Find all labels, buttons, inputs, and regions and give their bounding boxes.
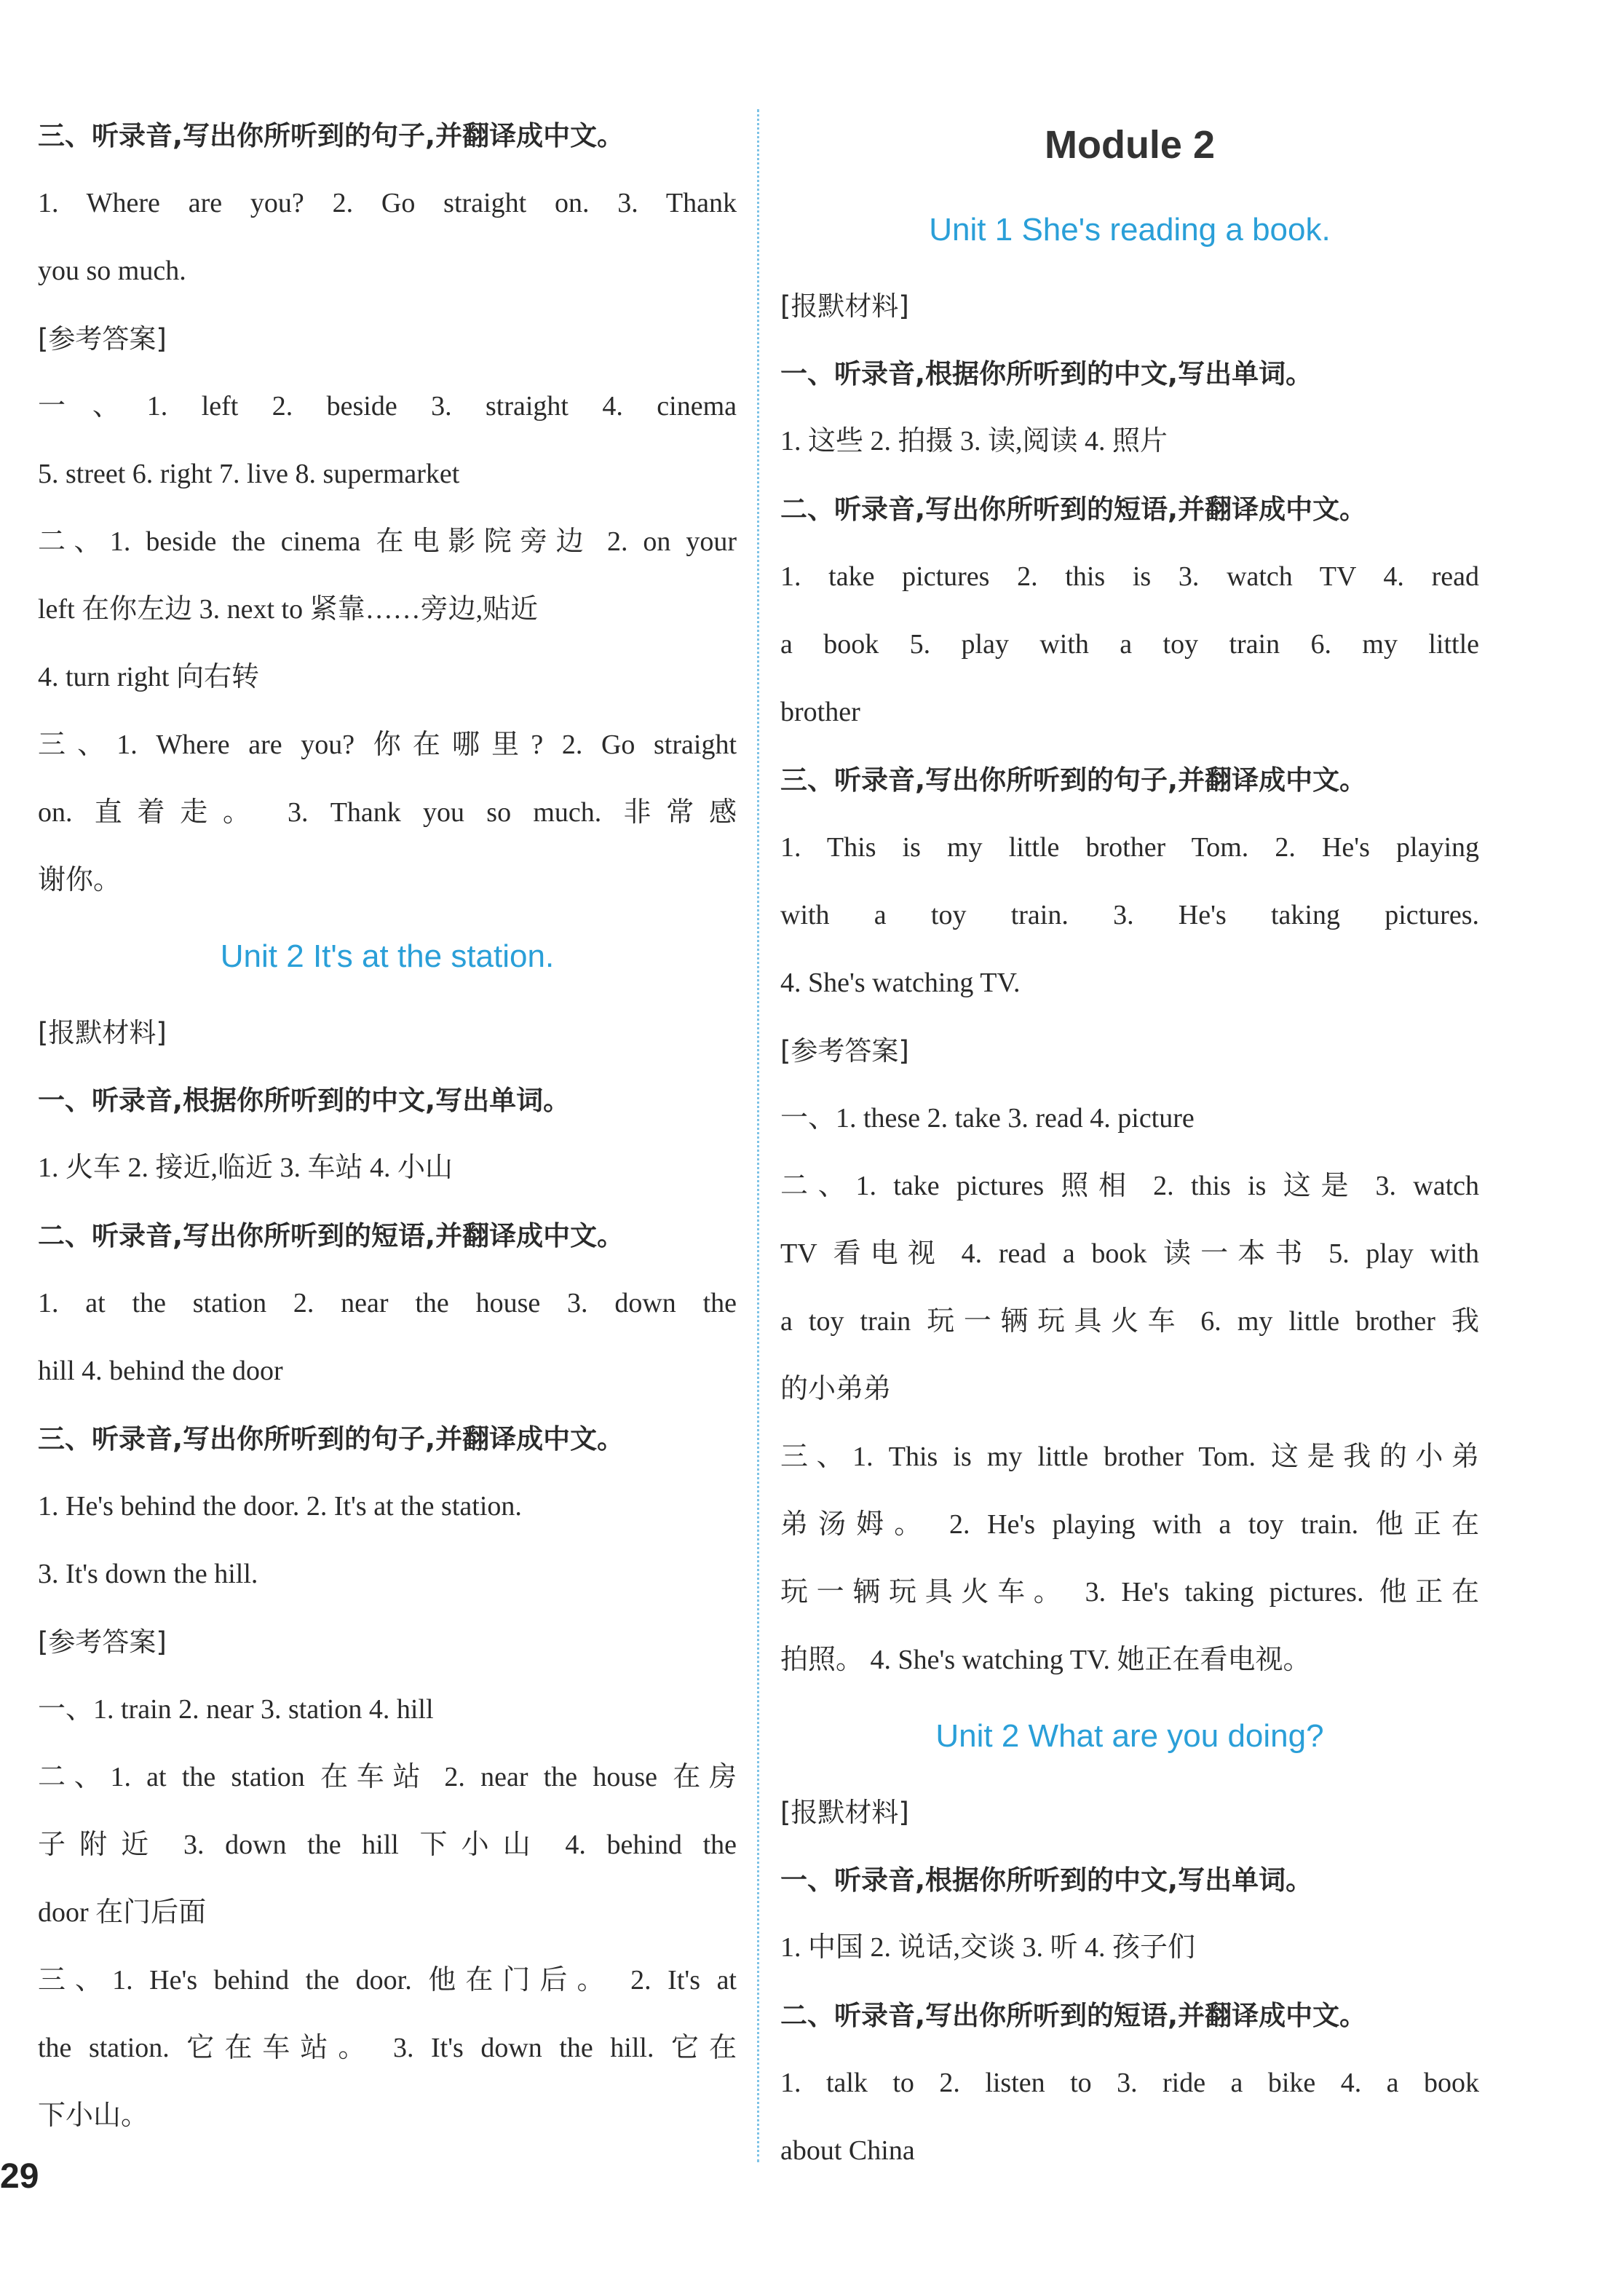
unit-title: Unit 2 What are you doing? [935,1718,1324,1754]
text-line: hill 4. behind the door [38,1356,283,1386]
text-line: on. 直着走。 3. Thank you so much. 非常感 [38,797,737,828]
text-line: 4. She's watching TV. [780,968,1021,998]
text-line: door 在门后面 [38,1897,207,1928]
text-line: 二、1. at the station 在车站 2. near the house 在房 [38,1762,737,1792]
section-heading: 二、听录音,写出你所听到的短语,并翻译成中文。 [780,494,1367,525]
left-column [38,102,737,2150]
section-heading: 三、听录音,写出你所听到的句子,并翻译成中文。 [38,1423,625,1455]
text-line: 拍照。 4. She's watching TV. 她正在看电视。 [780,1645,1311,1675]
text-line: 三、1. This is my little brother Tom. 这是我的小弟 [780,1441,1479,1472]
text-line: 一、1. left 2. beside 3. straight 4. cinema [38,391,737,422]
text-line: 的小弟弟 [780,1374,892,1404]
text-line: 3. It's down the hill. [38,1559,258,1589]
section-heading: 二、听录音,写出你所听到的短语,并翻译成中文。 [38,1220,625,1251]
section-heading: 二、听录音,写出你所听到的短语,并翻译成中文。 [780,2000,1367,2031]
section-heading: 一、听录音,根据你所听到的中文,写出单词。 [38,1085,571,1116]
answer-key-label: [参考答案] [38,323,167,355]
text-line: 下小山。 [38,2100,149,2131]
text-line: 1. at the station 2. near the house 3. down the [38,1288,737,1318]
text-line: a book 5. play with a toy train 6. my little [780,629,1479,660]
text-line: 二、1. take pictures 照相 2. this is 这是 3. watch [780,1171,1479,1201]
module-title: Module 2 [1044,123,1215,167]
dictation-material-label: [报默材料] [780,1797,909,1828]
text-line: 4. turn right 向右转 [38,662,259,692]
right-column [780,102,1479,2185]
unit-title: Unit 2 It's at the station. [220,938,555,974]
text-line: 1. 中国 2. 说话,交谈 3. 听 4. 孩子们 [780,1932,1196,1963]
text-line: brother [780,697,860,727]
page-number: 29 [0,2157,39,2196]
section-heading: 三、听录音,写出你所听到的句子,并翻译成中文。 [38,120,625,151]
text-line: 弟汤姆。 2. He's playing with a toy train. 他正在 [780,1509,1479,1540]
section-heading: 三、听录音,写出你所听到的句子,并翻译成中文。 [780,764,1367,796]
answer-key-label: [参考答案] [38,1626,167,1658]
text-line: 1. 这些 2. 拍摄 3. 读,阅读 4. 照片 [780,426,1168,456]
section-heading: 一、听录音,根据你所听到的中文,写出单词。 [780,1864,1313,1896]
text-line: you so much. [38,256,186,286]
text-line: 玩一辆玩具火车。 3. He's taking pictures. 他正在 [780,1577,1479,1607]
dictation-material-label: [报默材料] [38,1017,167,1048]
text-line: 1. He's behind the door. 2. It's at the station. [38,1491,522,1522]
text-line: 1. Where are you? 2. Go straight on. 3. Thank [38,188,737,218]
text-line: 三、1. Where are you? 你在哪里? 2. Go straight [38,729,737,760]
text-line: 5. street 6. right 7. live 8. supermarket [38,459,460,489]
text-line: about China [780,2135,915,2166]
text-line: 1. This is my little brother Tom. 2. He's playing [780,832,1479,863]
text-line: left 在你左边 3. next to 紧靠……旁边,贴近 [38,594,539,625]
text-line: 1. talk to 2. listen to 3. ride a bike 4. a book [780,2068,1479,2098]
text-line: TV 看电视 4. read a book 读一本书 5. play with [780,1238,1479,1269]
text-line: 二、1. beside the cinema 在电影院旁边 2. on your [38,526,737,557]
text-line: 1. take pictures 2. this is 3. watch TV 4. read [780,561,1479,592]
text-line: a toy train 玩一辆玩具火车 6. my little brother 我 [780,1306,1479,1337]
text-line: with a toy train. 3. He's taking pictures. [780,900,1479,930]
text-line: 三、1. He's behind the door. 他在门后。 2. It's at [38,1965,737,1996]
text-line: 一、1. these 2. take 3. read 4. picture [780,1103,1195,1134]
column-divider [757,109,759,2162]
text-line: the station. 它在车站。 3. It's down the hill. 它在 [38,2033,737,2063]
text-line: 谢你。 [38,865,122,895]
unit-title: Unit 1 She's reading a book. [929,212,1331,248]
answer-key-label: [参考答案] [780,1035,909,1067]
text-line: 子附近 3. down the hill 下小山 4. behind the [38,1830,737,1860]
text-line: 一、1. train 2. near 3. station 4. hill [38,1694,434,1725]
dictation-material-label: [报默材料] [780,290,909,322]
section-heading: 一、听录音,根据你所听到的中文,写出单词。 [780,358,1313,389]
text-line: 1. 火车 2. 接近,临近 3. 车站 4. 小山 [38,1152,453,1183]
